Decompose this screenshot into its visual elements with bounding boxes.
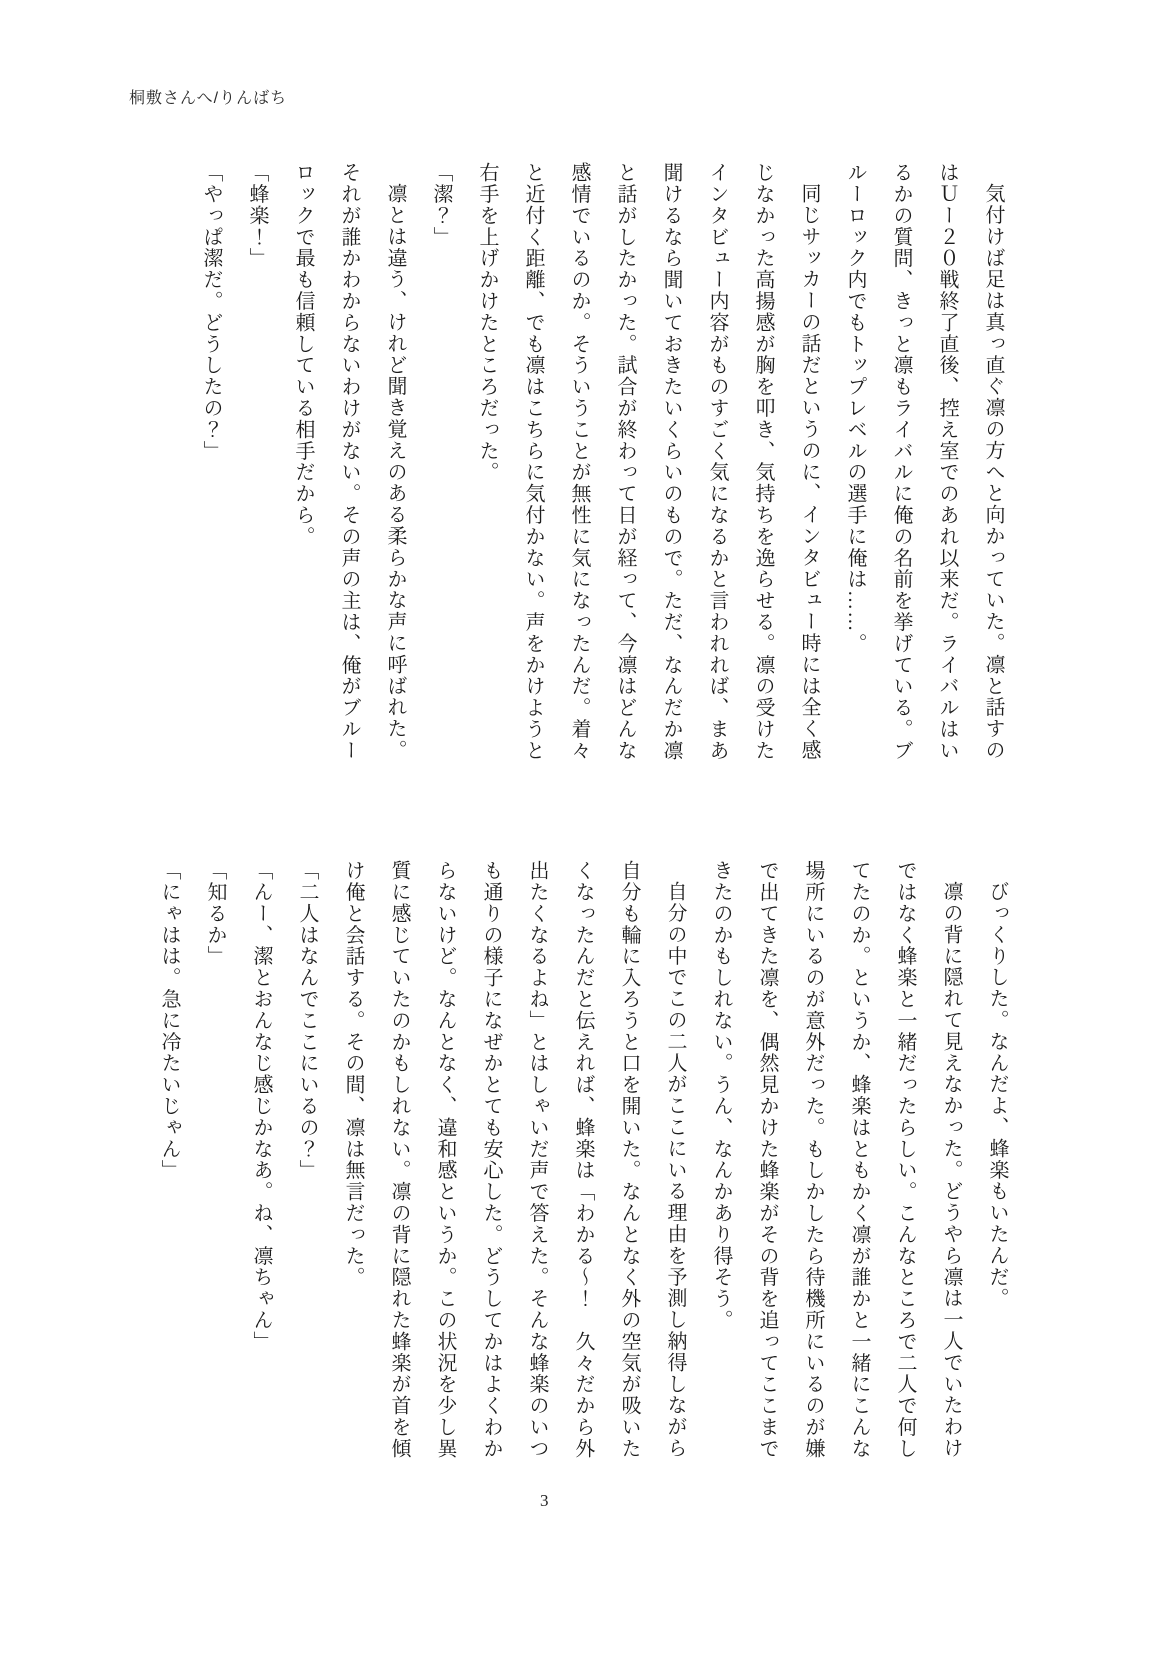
text-column: 「やっぱ潔だ。どうしたの？」 xyxy=(200,162,222,462)
text-column: 聞けるなら聞いておきたいくらいのもので。ただ、なんだか凛 xyxy=(660,162,682,762)
text-column: インタビュー内容がものすごく気になるかと言われれば、まあ xyxy=(706,162,728,762)
text-column: 「にゃはは。急に冷たいじゃん」 xyxy=(158,860,180,1181)
text-column: 場所にいるのが意外だった。もしかしたら待機所にいるのが嫌 xyxy=(802,860,824,1460)
text-column: 「知るか」 xyxy=(204,860,226,967)
text-column: ルーロック内でもトップレベルの選手に俺は……。 xyxy=(844,162,866,655)
text-column: と話がしたかった。試合が終わって日が経って、今凛はどんな xyxy=(614,162,636,762)
text-column: るかの質問、きっと凛もライバルに俺の名前を挙げている。ブ xyxy=(890,162,912,762)
text-column: 自分の中でこの二人がここにいる理由を予測し納得しながら xyxy=(664,881,686,1459)
text-column: も通りの様子になぜかとても安心した。どうしてかはよくわか xyxy=(480,860,502,1460)
text-column: け俺と会話する。その間、凛は無言だった。 xyxy=(342,860,364,1288)
text-column: てたのか。というか、蜂楽はともかく凛が誰かと一緒にこんな xyxy=(848,860,870,1460)
text-column: くなったんだと伝えれば、蜂楽は「わかる〜！ 久々だから外 xyxy=(572,860,594,1460)
text-column: じなかった高揚感が胸を叩き、気持ちを逸らせる。凛の受けた xyxy=(752,162,774,762)
text-column: ロックで最も信頼している相手だから。 xyxy=(292,162,314,548)
text-column: 感情でいるのか。そういうことが無性に気になったんだ。着々 xyxy=(568,162,590,762)
text-column: はＵー２０戦終了直後、控え室でのあれ以来だ。ライバルはい xyxy=(936,162,958,762)
text-column: 「蜂楽！」 xyxy=(246,162,268,269)
text-column: それが誰かわからないわけがない。その声の主は、俺がブルー xyxy=(338,162,360,762)
text-column: 右手を上げかけたところだった。 xyxy=(476,162,498,483)
top-text-block xyxy=(188,162,1016,761)
text-column: 「二人はなんでここにいるの？」 xyxy=(296,860,318,1181)
text-column: 質に感じていたのかもしれない。凛の背に隠れた蜂楽が首を傾 xyxy=(388,860,410,1460)
page-number: 3 xyxy=(540,1491,549,1510)
text-column: 気付けば足は真っ直ぐ凛の方へと向かっていた。凛と話すの xyxy=(982,183,1004,761)
text-column: らないけど。なんとなく、違和感というか。この状況を少し異 xyxy=(434,860,456,1460)
text-column: 同じサッカーの話だというのに、インタビュー時には全く感 xyxy=(798,183,820,761)
text-column: と近付く距離、でも凛はこちらに気付かない。声をかけようと xyxy=(522,162,544,762)
text-column: 凛の背に隠れて見えなかった。どうやら凛は一人でいたわけ xyxy=(940,881,962,1459)
text-column: 「潔？」 xyxy=(430,162,452,248)
bottom-text-block xyxy=(146,860,1020,1459)
text-column: で出てきた凛を、偶然見かけた蜂楽がその背を追ってここまで xyxy=(756,860,778,1460)
text-column: 自分も輪に入ろうと口を開いた。なんとなく外の空気が吸いた xyxy=(618,860,640,1460)
text-column: 出たくなるよね」とはしゃいだ声で答えた。そんな蜂楽のいつ xyxy=(526,860,548,1460)
text-column: きたのかもしれない。うん、なんかあり得そう。 xyxy=(710,860,732,1331)
page-header-title: 桐敷さんへ/りんばち xyxy=(129,90,288,107)
text-column: 凛とは違う、けれど聞き覚えのある柔らかな声に呼ばれた。 xyxy=(384,183,406,761)
text-column: 「んー、潔とおんなじ感じかなあ。ね、凛ちゃん」 xyxy=(250,860,272,1353)
text-column: びっくりした。なんだよ、蜂楽もいたんだ。 xyxy=(986,881,1008,1309)
text-column: ではなく蜂楽と一緒だったらしい。こんなところで二人で何し xyxy=(894,860,916,1460)
